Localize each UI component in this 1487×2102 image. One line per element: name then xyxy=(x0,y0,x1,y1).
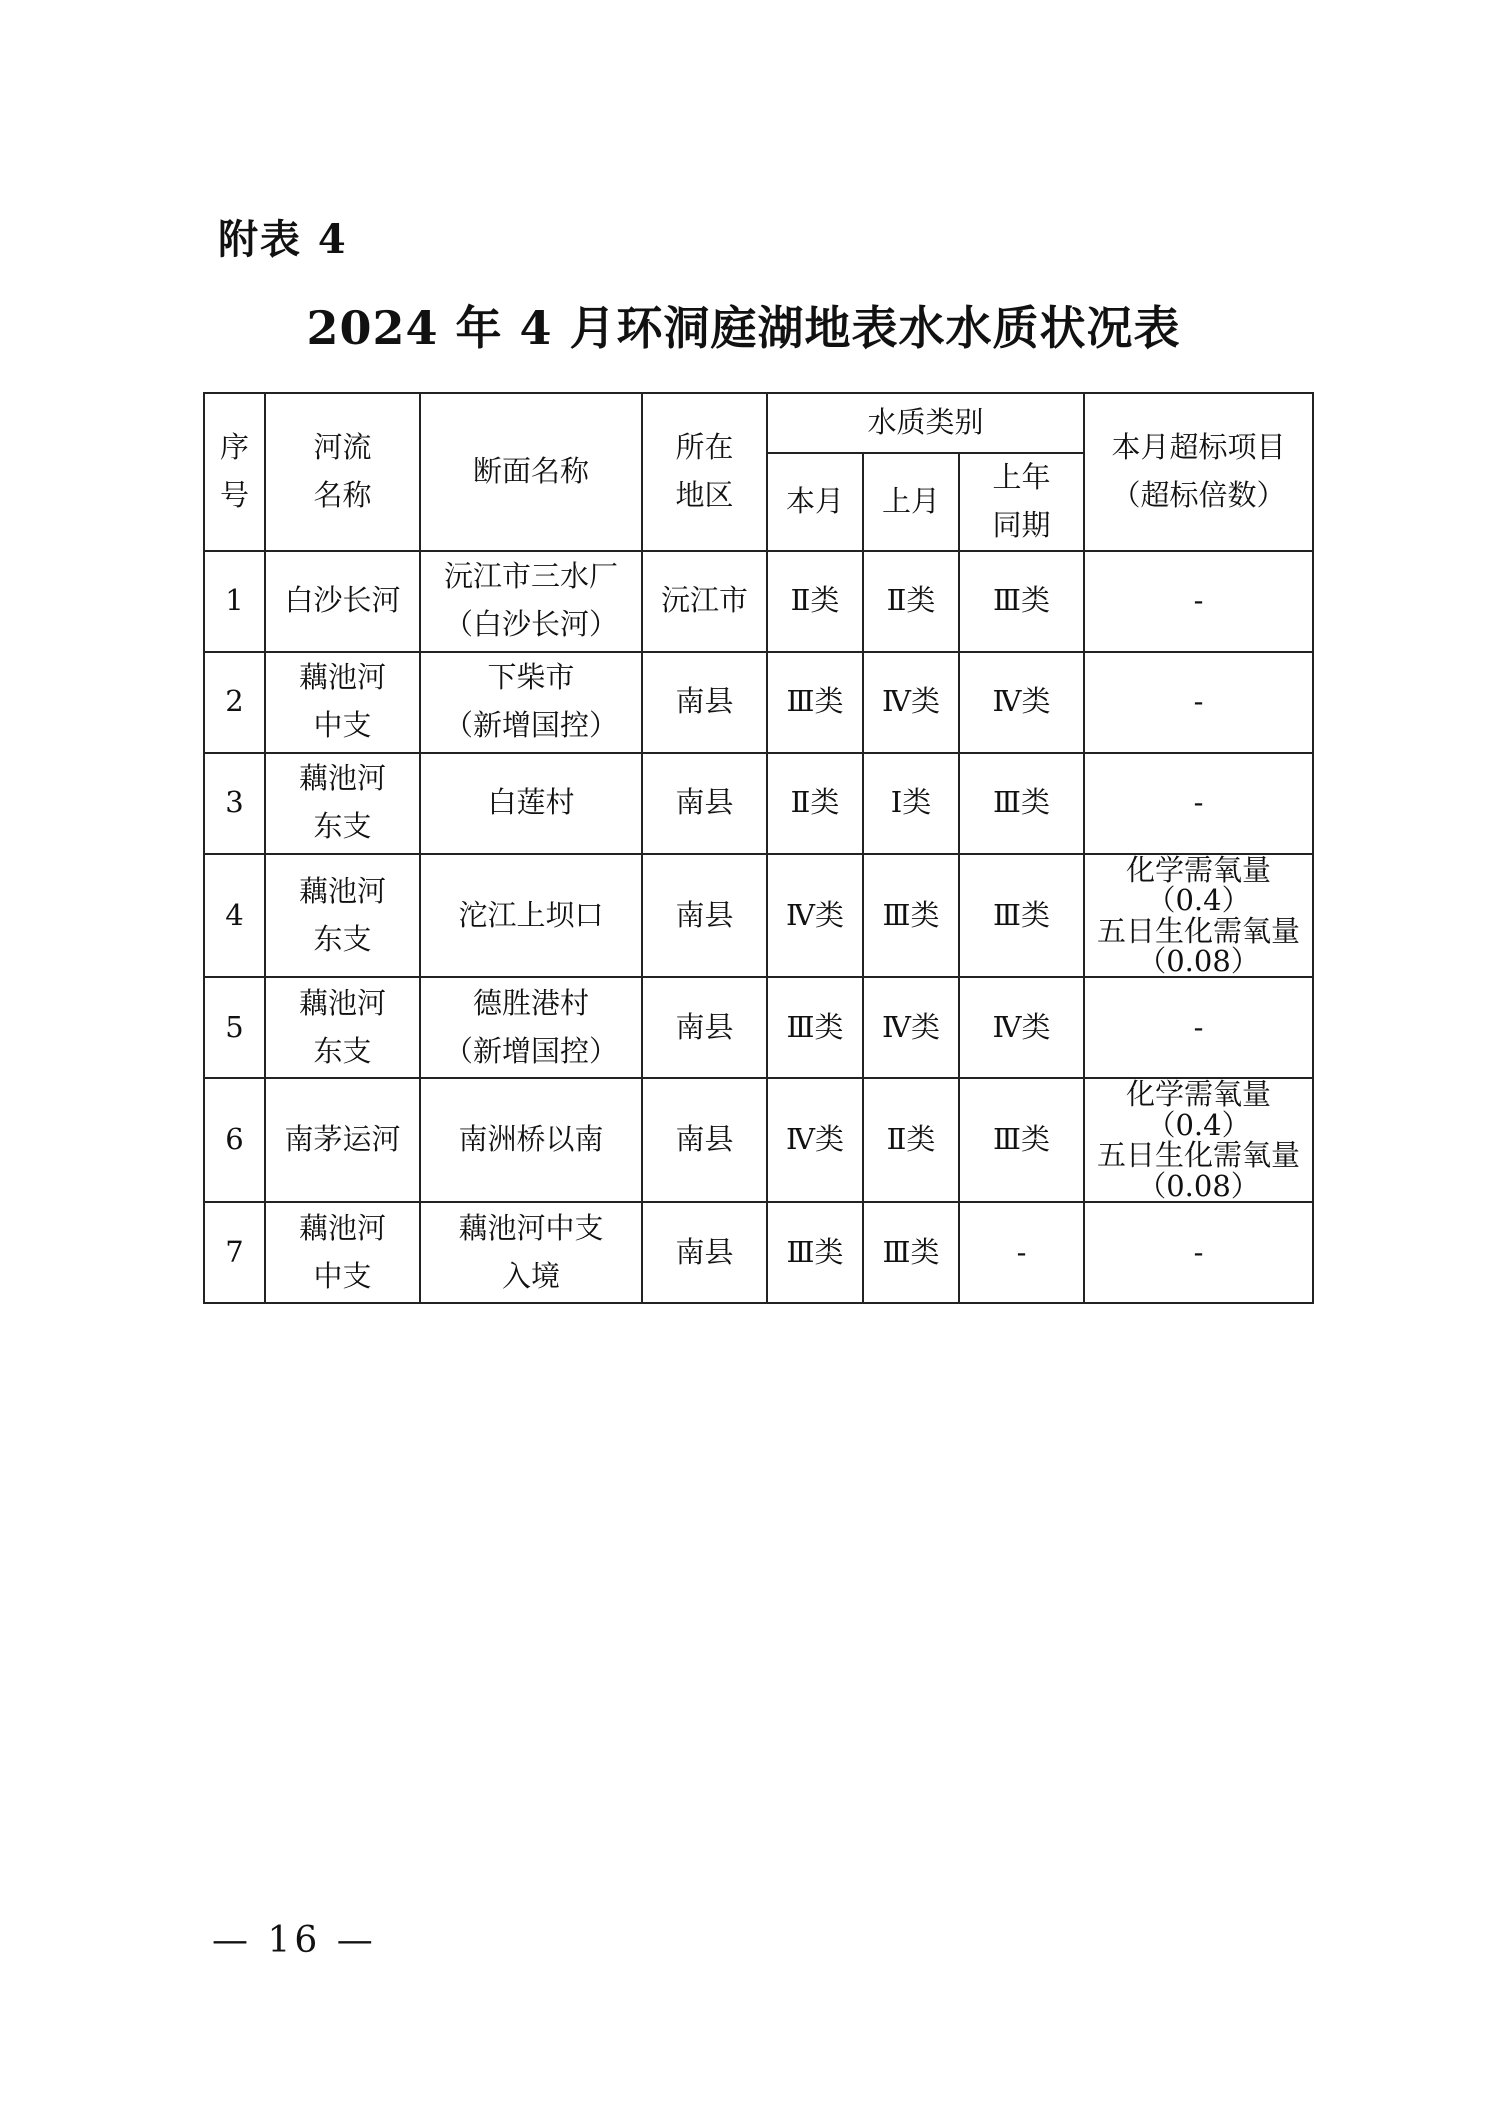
cell-this-month: Ⅲ类 xyxy=(767,977,863,1078)
table-row xyxy=(204,854,1313,978)
table-row xyxy=(204,1202,1313,1303)
header-seq: 序 号 xyxy=(204,393,265,551)
table-row xyxy=(204,977,1313,1078)
table-row xyxy=(204,551,1313,652)
cell-last-month: Ⅰ类 xyxy=(863,753,959,854)
cell-river: 藕池河 东支 xyxy=(265,977,420,1078)
cell-this-month: Ⅲ类 xyxy=(767,652,863,753)
cell-last-month: Ⅱ类 xyxy=(863,551,959,652)
cell-seq: 4 xyxy=(204,854,265,978)
cell-last-year: Ⅲ类 xyxy=(959,753,1084,854)
cell-region: 南县 xyxy=(642,1078,767,1202)
table-row xyxy=(204,753,1313,854)
cell-seq: 3 xyxy=(204,753,265,854)
table-row xyxy=(204,1078,1313,1202)
cell-last-year: - xyxy=(959,1202,1084,1303)
cell-last-month: Ⅱ类 xyxy=(863,1078,959,1202)
cell-last-year: Ⅲ类 xyxy=(959,854,1084,978)
cell-exceed: 化学需氧量 （0.4） 五日生化需氧量 （0.08） xyxy=(1084,854,1313,978)
header-last-year: 上年 同期 xyxy=(959,453,1084,551)
cell-section: 藕池河中支 入境 xyxy=(420,1202,642,1303)
cell-this-month: Ⅲ类 xyxy=(767,1202,863,1303)
cell-region: 南县 xyxy=(642,854,767,978)
cell-river: 南茅运河 xyxy=(265,1078,420,1202)
cell-last-year: Ⅳ类 xyxy=(959,977,1084,1078)
cell-last-month: Ⅲ类 xyxy=(863,854,959,978)
cell-river: 白沙长河 xyxy=(265,551,420,652)
cell-last-month: Ⅳ类 xyxy=(863,652,959,753)
page-number: — 16 — xyxy=(212,1920,377,1961)
header-water-class: 水质类别 xyxy=(767,393,1084,453)
cell-exceed: - xyxy=(1084,551,1313,652)
cell-exceed: 化学需氧量 （0.4） 五日生化需氧量 （0.08） xyxy=(1084,1078,1313,1202)
cell-region: 沅江市 xyxy=(642,551,767,652)
cell-region: 南县 xyxy=(642,977,767,1078)
cell-exceed: - xyxy=(1084,753,1313,854)
cell-last-month: Ⅲ类 xyxy=(863,1202,959,1303)
cell-region: 南县 xyxy=(642,652,767,753)
cell-this-month: Ⅱ类 xyxy=(767,753,863,854)
document-title: 2024 年 4 月环洞庭湖地表水水质状况表 xyxy=(306,301,1181,355)
cell-exceed: - xyxy=(1084,977,1313,1078)
cell-seq: 2 xyxy=(204,652,265,753)
cell-region: 南县 xyxy=(642,1202,767,1303)
cell-seq: 6 xyxy=(204,1078,265,1202)
table-row xyxy=(204,652,1313,753)
cell-this-month: Ⅱ类 xyxy=(767,551,863,652)
cell-exceed: - xyxy=(1084,652,1313,753)
cell-last-year: Ⅲ类 xyxy=(959,551,1084,652)
cell-section: 沱江上坝口 xyxy=(420,854,642,978)
header-last-month: 上月 xyxy=(863,453,959,551)
cell-section: 沅江市三水厂 （白沙长河） xyxy=(420,551,642,652)
water-quality-table xyxy=(203,392,1314,1304)
cell-river: 藕池河 中支 xyxy=(265,1202,420,1303)
table-body xyxy=(204,551,1313,1304)
header-this-month: 本月 xyxy=(767,453,863,551)
cell-seq: 7 xyxy=(204,1202,265,1303)
cell-region: 南县 xyxy=(642,753,767,854)
header-river: 河流 名称 xyxy=(265,393,420,551)
cell-last-month: Ⅳ类 xyxy=(863,977,959,1078)
cell-section: 白莲村 xyxy=(420,753,642,854)
appendix-label: 附表 4 xyxy=(218,216,348,263)
cell-river: 藕池河 东支 xyxy=(265,753,420,854)
header-region: 所在 地区 xyxy=(642,393,767,551)
cell-section: 下柴市 （新增国控） xyxy=(420,652,642,753)
header-exceed: 本月超标项目 （超标倍数） xyxy=(1084,393,1313,551)
cell-last-year: Ⅲ类 xyxy=(959,1078,1084,1202)
header-section: 断面名称 xyxy=(420,393,642,551)
cell-river: 藕池河 东支 xyxy=(265,854,420,978)
cell-seq: 1 xyxy=(204,551,265,652)
cell-section: 德胜港村 （新增国控） xyxy=(420,977,642,1078)
cell-this-month: Ⅳ类 xyxy=(767,854,863,978)
cell-section: 南洲桥以南 xyxy=(420,1078,642,1202)
cell-seq: 5 xyxy=(204,977,265,1078)
cell-river: 藕池河 中支 xyxy=(265,652,420,753)
cell-this-month: Ⅳ类 xyxy=(767,1078,863,1202)
cell-exceed: - xyxy=(1084,1202,1313,1303)
cell-last-year: Ⅳ类 xyxy=(959,652,1084,753)
